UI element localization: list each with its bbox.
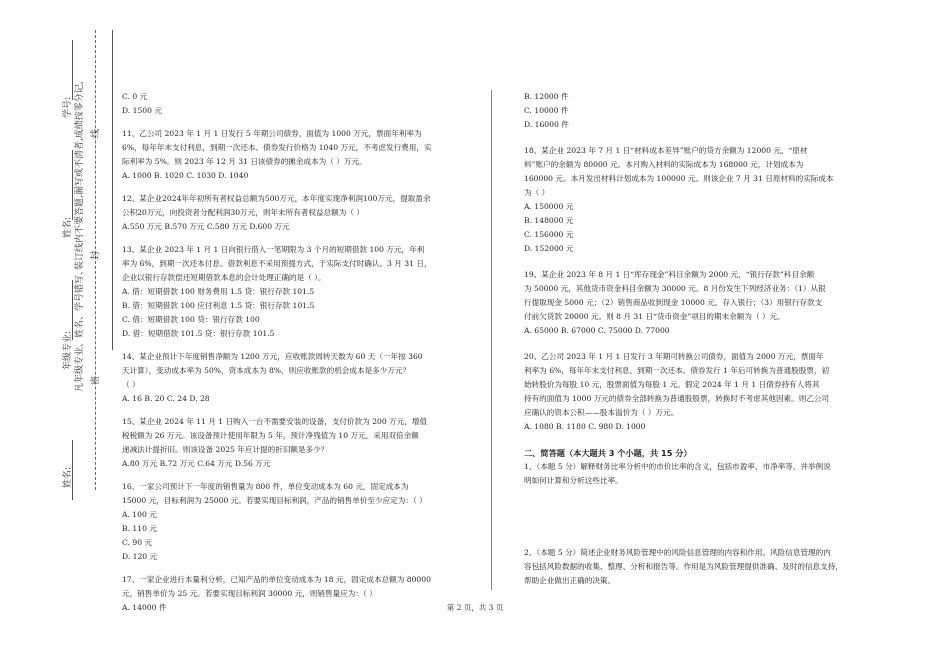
question-19 (524, 268, 874, 338)
text-line: 13、某企业 2023 年 1 月 1 日向银行借入一笔期限为 3 个月的短期借款 100 万元，年利 (122, 245, 425, 254)
text-line: C. 156000 元 (524, 230, 574, 239)
question-options-10 (122, 90, 474, 118)
page-number: 第 2 页，共 3 页 (446, 603, 504, 612)
question-11 (122, 127, 474, 183)
text-line: 11、乙公司 2023 年 1 月 1 日发行 5 年期公司债券，面值为 1000 万元，票面年利率为 (122, 129, 422, 138)
text-line: 应确认的资本公积——股本溢价为（ ）万元。 (524, 408, 679, 417)
school-line (72, 440, 73, 500)
major-label: 年级专业: (63, 330, 73, 370)
text-line: 2、（本题 5 分）简述企业财务风险管理中的风险信息管理的内容和作用。风险信息管理的内 (524, 548, 831, 557)
question-20 (524, 350, 874, 434)
text-line: 付前欠货款 20000 元。则 8 月 31 日“货币资金”项目的期末余额为（ ）元。 (524, 312, 785, 321)
short-answer-2 (524, 546, 874, 588)
text-line: A. 借：短期借款 100 财务费用 1.5 贷：银行存款 101.5 (122, 287, 315, 296)
text-line: 元，销售单价为 25 元。若要实现目标利润 30000 元，则销售量应为：（ ） (122, 589, 377, 598)
question-16 (122, 480, 474, 564)
text-line: A. 150000 元 (524, 202, 574, 211)
text-line: 明如何计算和分析这些比率。 (524, 476, 623, 485)
text-line: 1、（本题 5 分）解释财务比率分析中的市价比率的含义，包括市盈率、市净率等，并举例说 (524, 462, 831, 471)
text-line: A.80 万元 B.72 万元 C.64 万元 D.56 万元 (122, 459, 271, 468)
text-line: 税税额为 26 万元。该设备预计使用年限为 5 年，预计净残值为 10 万元，采用双倍余额 (122, 431, 419, 440)
school-label: 姓名: (63, 466, 73, 488)
text-line: 际利率为 5%。则 2023 年 12 月 31 日该债券的摊余成本为（ ）万元。 (122, 157, 367, 166)
binding-margin (0, 0, 115, 672)
question-13 (122, 243, 474, 341)
section-title-short-answer: 二、简答题（本大题共 3 个小题，共 15 分） (524, 448, 692, 458)
text-line: 帮助企业做出正确的决策。 (524, 576, 616, 585)
text-line: C. 0 元 (122, 92, 148, 101)
text-line: C. 90 元 (122, 538, 153, 547)
column-divider (491, 90, 492, 590)
text-line: A. 16 B. 20 C. 24 D. 28 (122, 394, 210, 403)
seal-solid-line (112, 30, 113, 350)
text-line: 行提取现金 5000 元；（2）销售商品收到现金 10000 元，存入银行；（3）用银行存款支 (524, 298, 823, 307)
major-line (72, 280, 73, 340)
text-line: 持有的面值为 1000 万元的债券全部转换为普通股股票，转换时不考虑其他因素。则乙公司 (524, 394, 830, 403)
left-column (122, 90, 474, 615)
text-line: D. 120 元 (122, 552, 158, 561)
text-line: 12、某企业2024年年初所有者权益总额为500万元，本年度实现净利润100万元，提取盈余 (122, 194, 431, 203)
text-line: 递减法计提折旧。则该设备 2025 年应计提的折旧额是多少？ (122, 445, 329, 454)
text-line: 19、某企业 2023 年 8 月 1 日“库存现金”科目余额为 2000 元，“银行存款”科目余额 (524, 270, 815, 279)
seal-mark-xian: 线 (91, 128, 101, 138)
text-line: B. 借：短期借款 100 应付利息 1.5 贷：银行存款 101.5 (122, 301, 315, 310)
text-line: B. 12000 件 (524, 92, 569, 101)
text-line: 16、一家公司预计下一年度的销售量为 800 件，单位变动成本为 60 元，固定成本为 (122, 482, 409, 491)
question-12 (122, 192, 474, 234)
text-line: 率为 6%，到期一次还本付息。借款利息不采用预提方式，于实际支付时确认。3 月 31 日， (122, 259, 432, 268)
text-line: 始转股价为每股 10 元，股票面值为每股 1 元。假定 2024 年 1 月 1 日债券持有人将其 (524, 380, 820, 389)
binding-class-note: 凡年级专业、姓名、学号错写、 (75, 265, 85, 392)
text-line: 公积20万元，向投资者分配利润30万元，则年末所有者权益总额为（ ） (122, 208, 364, 217)
text-line: 为（ ） (524, 188, 550, 197)
text-line: B. 148000 元 (524, 216, 574, 225)
text-line: 为 50000 元，其他货币资金科目余额为 30000 元。8 月份发生下列经济业务：（1）从银 (524, 284, 826, 293)
text-line: A. 14000 件 (122, 603, 167, 612)
short-answer-1 (524, 460, 874, 488)
question-14 (122, 350, 474, 406)
text-line: 20、乙公司 2023 年 1 月 1 日发行 3 年期可转换公司债券，面值为 2000 万元，票面年 (524, 352, 824, 361)
text-line: A. 65000 B. 67000 C. 75000 D. 77000 (524, 326, 670, 335)
text-line: 利率为 6%，每年年末支付利息，到期一次还本。债券发行 1 年后可转换为普通股股票，初 (524, 366, 830, 375)
binding-notice: 装订线内不要答题,漏写或不清者,成绩按零分记, (75, 81, 85, 270)
text-line: A. 100 元 (122, 510, 157, 519)
question-18 (524, 144, 874, 256)
text-line: 17、一家企业进行本量利分析，已知产品的单位变动成本为 18 元，固定成本总额为 80000 (122, 575, 431, 584)
text-line: 14、某企业预计下年度销售净额为 1200 万元，应收账款周转天数为 60 天（一年按 360 (122, 352, 423, 361)
name-label: 姓名: (63, 216, 73, 238)
text-line: 容包括风险数据的收集、整理、分析和报告等。作用是为风险管理提供准确、及时的信息支持， (524, 562, 843, 571)
text-line: D. 152000 元 (524, 244, 574, 253)
answer-space[interactable] (524, 488, 874, 546)
seal-mark-feng: 封 (91, 250, 101, 260)
question-15 (122, 415, 474, 471)
seal-dashed-line (95, 30, 96, 490)
text-line: C. 10000 件 (524, 106, 569, 115)
text-line: B. 110 元 (122, 524, 157, 533)
right-column (524, 90, 874, 588)
text-line: 18、某企业 2023 年 7 月 1 日“材料成本差异”账户的贷方余额为 12000 元，“原材 (524, 146, 808, 155)
text-line: A. 1000 B. 1020 C. 1030 D. 1040 (122, 171, 249, 180)
text-line: D. 借：短期借款 101.5 贷：银行存款 101.5 (122, 329, 275, 338)
text-line: 6%，每年年末支付利息，到期一次还本。债券发行价格为 1040 万元，不考虑发行费用，实 (122, 143, 432, 152)
student-id-label: 学号: (63, 96, 73, 118)
text-line: 160000 元。本月发出材料计划成本为 100000 元。则该企业 7 月 31 日原材料的实际成本 (524, 174, 834, 183)
text-line: C. 借：短期借款 100 贷：银行存款 100 (122, 315, 260, 324)
text-line: 15、某企业 2024 年 11 月 1 日购入一台不需要安装的设备，支付价款为 200 万元，增值 (122, 417, 428, 426)
text-line: 天计算），变动成本率为 50%，资本成本为 8%，则应收账款的机会成本是多少万元？ (122, 366, 411, 375)
text-line: 企业以银行存款偿还短期借款本息的会计处理正确的是（ ）。 (122, 273, 326, 282)
text-line: D. 1500 元 (122, 106, 162, 115)
text-line: A. 1080 B. 1180 C. 980 D. 1000 (524, 422, 646, 431)
text-line: A.550 万元 B.570 万元 C.580 万元 D.600 万元 (122, 222, 290, 231)
text-line: （ ） (122, 380, 140, 389)
question-17-options (524, 90, 874, 132)
text-line: 料”账户的余额为 80000 元。本月购入材料的实际成本为 168000 元，计划成本为 (524, 160, 804, 169)
text-line: 15000 元，目标利润为 25000 元。若要实现目标利润，产品的销售单价至少应定为：（ ） (122, 496, 427, 505)
text-line: D. 16000 件 (524, 120, 569, 129)
seal-mark-mi: 密 (91, 375, 101, 385)
